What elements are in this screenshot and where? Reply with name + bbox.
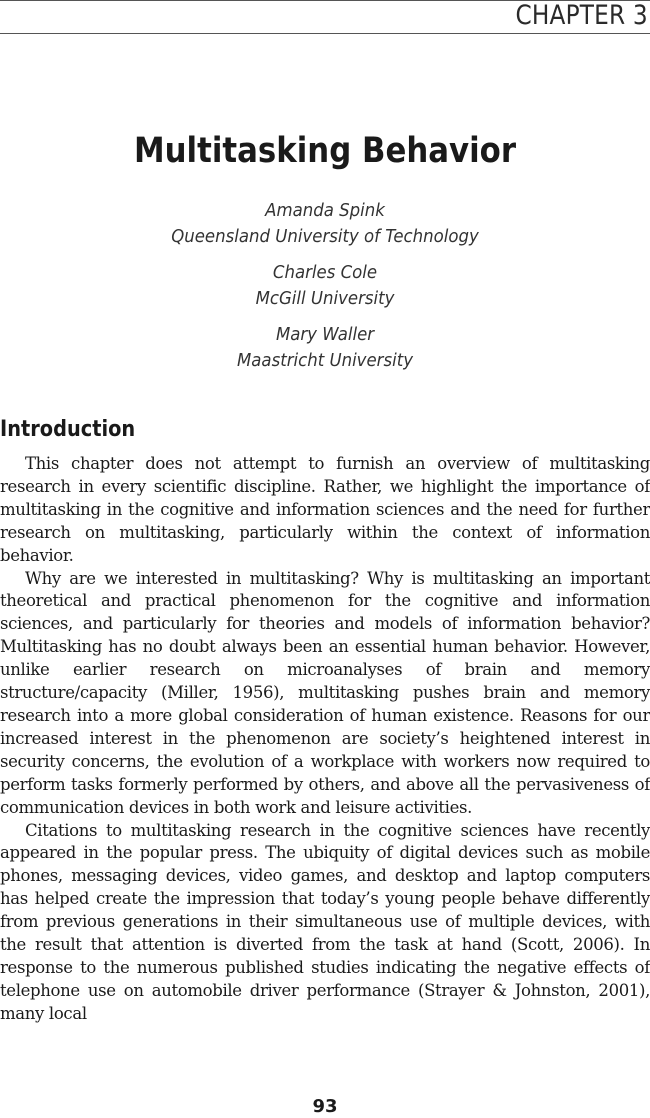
author-name: Mary Waller	[275, 324, 375, 345]
page-number: 93	[312, 1096, 338, 1117]
body-text	[0, 453, 650, 1026]
author-affiliation: McGill University	[255, 288, 395, 309]
section-heading: Introduction	[0, 417, 136, 442]
author-block	[0, 322, 650, 374]
author-name: Amanda Spink	[265, 200, 385, 221]
paragraph: Why are we interested in multitasking? Why is multitasking an important theoretical and practical phenomenon for the cognitive and information sciences, and particularly for theories and models of information behavior? Multitasking has no doubt always been an essential human behavior. However, unlike earlier research on microanalyses of brain and memory structure/capacity (Miller, 1956), multitasking pushes brain and memory research into a more global consideration of human existence. Reasons for our increased interest in the phenomenon are society’s heightened interest in security concerns, the evolution of a workplace with workers now required to perform tasks formerly performed by others, and above all the pervasiveness of communication devices in both work and leisure activities.	[0, 568, 650, 817]
chapter-label: CHAPTER 3	[515, 0, 648, 31]
author-affiliation: Queensland University of Technology	[171, 226, 479, 247]
header-bottom-rule	[0, 33, 650, 34]
author-block	[0, 198, 650, 250]
paragraph: Citations to multitasking research in the cognitive sciences have recently appeared in the popular press. The ubiquity of digital devices such as mobile phones, messaging devices, video games, and desktop and laptop computers has helped create the impression that today’s young people behave differently from previous generations in their simultaneous use of multiple devices, with the result that attention is diverted from the task at hand (Scott, 2006). In response to the numerous published studies indicating the negative effects of telephone use on automobile driver performance (Strayer & Johnston, 2001), many local	[0, 820, 650, 1023]
chapter-title: Multitasking Behavior	[133, 131, 517, 171]
paragraph: This chapter does not attempt to furnish an overview of multitasking research in every scientific discipline. Rather, we highlight the importance of multitasking in the cognitive and information sciences and the need for further research on multitasking, particularly within the context of information behavior.	[0, 454, 650, 565]
author-list	[0, 198, 650, 384]
author-block	[0, 260, 650, 312]
author-name: Charles Cole	[272, 262, 378, 283]
author-affiliation: Maastricht University	[236, 350, 414, 371]
